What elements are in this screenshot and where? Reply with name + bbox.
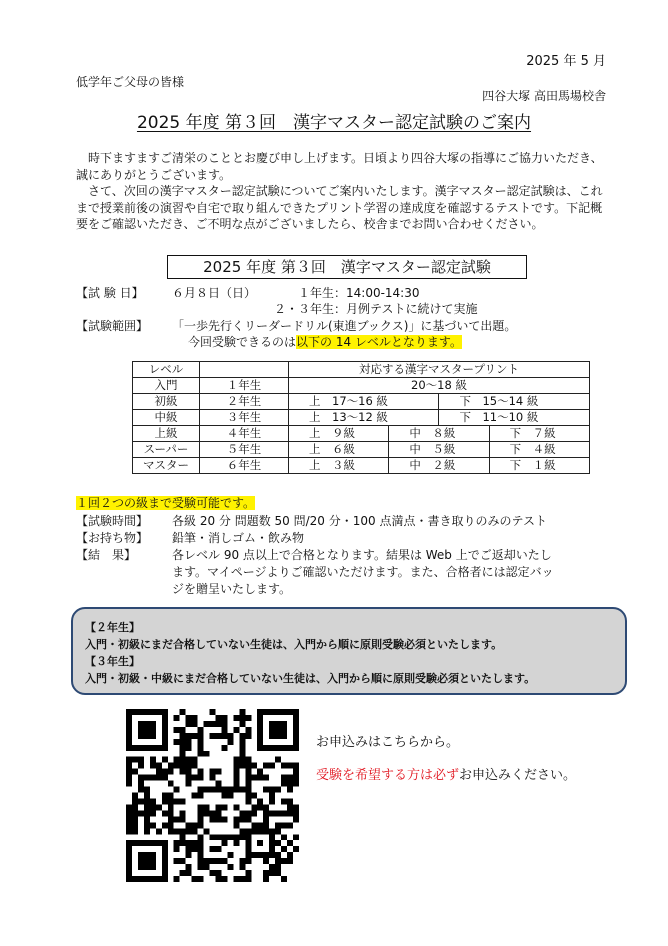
section-title: 2025 年度 第３回 漢字マスター認定試験 (167, 255, 527, 279)
table-header-level: レベル (133, 362, 200, 378)
qr-code-icon[interactable] (126, 709, 299, 882)
notice-grade3-label: 【３年生】 (85, 655, 140, 668)
time-value: 各級 20 分 問題数 50 問/20 分・100 点満点・書き取りのみのテスト (172, 514, 547, 528)
table-header-row (133, 362, 590, 378)
highlighted-note: 以下の 14 レベルとなります。 (296, 335, 462, 349)
addressee: 低学年ご父母の皆様 (76, 75, 185, 89)
items-value: 鉛筆・消しゴム・飲み物 (172, 531, 305, 545)
result-line-1: 各レベル 90 点以上で合格となります。結果は Web 上でご返却いたし (172, 548, 552, 562)
level-table (132, 361, 590, 474)
apply-required-emphasis: 受験を希望する方は必ず (316, 768, 460, 783)
apply-required-note: 受験を希望する方は必ずお申込みください。 (316, 768, 577, 783)
notice-grade2-label: 【２年生】 (85, 621, 140, 634)
table-row: 入門 １年生 20～18 級 (133, 378, 590, 394)
table-row: マスター ６年生 上 ３級 中 ２級 下 １級 (133, 458, 590, 474)
result-line-2: ます。マイページよりご確認いただけます。また、合格者には認定バッ (172, 565, 554, 579)
table-row: スーパー ５年生 上 ６級 中 ５級 下 ４級 (133, 442, 590, 458)
items-label: 【お持ち物】 (76, 531, 149, 545)
limit-note: １回２つの級まで受験可能です。 (76, 496, 256, 510)
page-title: 2025 年度 第３回 漢字マスター認定試験のご案内 (136, 113, 532, 133)
notice-grade3-text: 入門・初級・中級にまだ合格していない生徒は、入門から順に原則受験必須といたします。 (85, 672, 536, 685)
intro-paragraph-1: 時下ますますご清栄のこととお慶び申し上げます。日頃より四谷大塚の指導にご協力いただき、誠にありがとうございます。 (76, 151, 603, 182)
exam-date-line2: ２・３年生：月例テストに続けて実施 (274, 302, 478, 316)
table-row: 初級 ２年生 上 17～16 級 下 15～14 級 (133, 394, 590, 410)
exam-date-line1: １年生：14:00-14:30 (298, 286, 420, 300)
exam-date-value: ６月８日（日） (172, 286, 257, 300)
table-row: 上級 ４年生 上 ９級 中 ８級 下 ７級 (133, 426, 590, 442)
exam-range-label: 【試験範囲】 (76, 319, 149, 333)
apply-instruction: お申込みはこちらから。 (316, 735, 460, 750)
exam-range-note: 今回受験できるのは以下の 14 レベルとなります。 (188, 335, 462, 349)
document-date: 2025 年 5 月 (526, 54, 606, 69)
result-line-3: ジを贈呈いたします。 (172, 582, 292, 596)
sender: 四谷大塚 高田馬場校舎 (482, 89, 606, 103)
exam-range-value: 「一歩先行くリーダードリル(東進ブックス)」に基づいて出題。 (172, 319, 517, 333)
intro-paragraph-2: さて、次回の漢字マスター認定試験についてご案内いたします。漢字マスター認定試験は、これまで授業前後の演習や自宅で取り組んできたプリント学習の達成度を確認するテストです。下記概要をご確認いただき、ご不明な点がございましたら、校舎までお問い合わせください。 (76, 184, 603, 232)
time-label: 【試験時間】 (76, 514, 149, 528)
table-row: 中級 ３年生 上 13～12 級 下 11～10 級 (133, 410, 590, 426)
notice-grade2-text: 入門・初級にまだ合格していない生徒は、入門から順に原則受験必須といたします。 (85, 638, 503, 651)
exam-date-label: 【試 験 日】 (76, 286, 144, 300)
notice-box (71, 607, 627, 695)
result-label: 【結 果】 (76, 548, 137, 562)
intro-text (76, 150, 612, 233)
table-header-prints: 対応する漢字マスタープリント (289, 362, 590, 378)
